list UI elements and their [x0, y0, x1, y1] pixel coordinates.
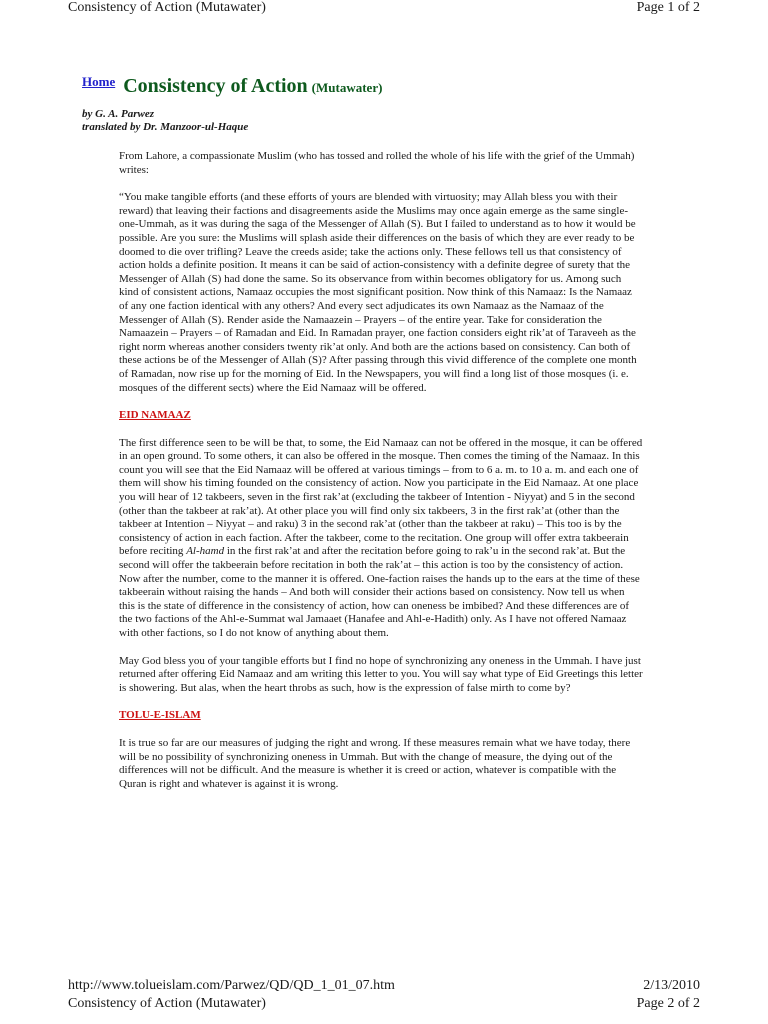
- page-subtitle: (Mutawater): [311, 80, 383, 95]
- letter-paragraph: “You make tangible efforts (and these efforts of yours are blended with virtuosity; may Allah bless you with their reward) that leaving their factions and disagreements aside the Muslims may once again emerge as the same single-one-Ummah, as it was during the saga of the Messenger of Allah (S). But I failed to understand as to how it would be possible. Are you sure: the Muslims will splash aside their differences on the basis of which they are ever ready to be doomed to die over trifling? Leave the creeds aside; take the actions only. These fellows tell us that consistency of action holds a definite position. It means it can be said of action-consistency with a definite degree of surety that the Messenger of Allah (S) had done the same. So its observance from within becomes obligatory for us. Among such kind of consistent actions, Namaaz occupies the most significant position. Now think of this Namaaz: Is the Namaaz of any one faction identical with any others? And every sect adjudicates its own Namaaz as the Namaaz of the Messenger of Allah (S). Render aside the Namaazein – Prayers – of the entire year. Take for consideration the Namaazein – Prayers – of Ramadan and Eid. In Ramadan prayer, one faction considers eight rik’at of Taraveeh as the right norm whereas another considers twenty rik’at only. And both are the actions based on consistency. Can both of these actions be of the Messenger of Allah (S)? After passing through this vivid difference of the complete one month of Ramadan, now rise up for the morning of Eid. In the Newspapers, you will find a long list of those mosques (i. e. mosques of the different sects) where the Eid Namaaz will be offered.: [119, 191, 637, 394]
- eid-paragraph: [119, 437, 643, 641]
- footer-page-number: Page 2 of 2: [636, 996, 700, 1011]
- title-row: [82, 74, 382, 98]
- eid-text-part1: The first difference seen to be will be that, to some, the Eid Namaaz can not be offered in the mosque, it can be offered in an open ground. To some others, it can also be offered in the mosque. Then comes the timing of the Namaaz. In this count you will see that the Eid Namaaz will be offered at various timings – from to 6 a. m. to 10 a. m. and each one of them will show his timing founded on the consistency of action. Now you participate in the Eid Namaaz. At one place you will hear of 12 takbeers, seven in the first rak’at (excluding the takbeer of Intention - Niyyat) and 5 in the second (other than the takbeer at rak’at). At other place you will find only six takbeers, 3 in the first rak’at (other than the takbeer at Intention – Niyyat – and raku) 3 in the second rak’at (other than the takbeer at raku) – This too is by the consistency of action in each faction. After the takbeer, come to the recitation. One group will offer extra takbeerain before reciting: [119, 436, 643, 558]
- intro-paragraph: From Lahore, a compassionate Muslim (who has tossed and rolled the whole of his life with the grief of the Ummah) writes:: [119, 150, 635, 176]
- eid-text-part2: in the first rak’at and after the recitation before going to rak’u in the second rak’at. But the second will offer the takbeerain before recitation in both the rak’at – this action is too by the consistency of action. Now after the number, come to the manner it is offered. One-faction raises the hands up to the ears at the time of these takbeerain without raising the hands – And both will consider their actions based on consistency. Now tell us when this is the state of difference in the consistency of action, how can oneness be imbibed? And these differences are of the two factions of the Ahl-e-Summat wal Jamaaet (Hanafee and Ahl-e-Hadith) only. As I have not offered Namaaz with other factions, so I do not know of anything about them.: [119, 545, 640, 639]
- article-body: [119, 150, 643, 805]
- footer-url: http://www.tolueislam.com/Parwez/QD/QD_1_01_07.htm: [68, 978, 395, 993]
- header-doc-title: Consistency of Action (Mutawater): [68, 0, 266, 15]
- section-heading-eid-namaaz[interactable]: EID NAMAAZ: [119, 409, 191, 422]
- eid-text-italic: Al-hamd: [186, 545, 225, 558]
- footer-doc-title: Consistency of Action (Mutawater): [68, 996, 266, 1011]
- page-title: Consistency of Action: [123, 75, 308, 97]
- translator-line: translated by Dr. Manzoor-ul-Haque: [82, 121, 249, 133]
- header-page-number: Page 1 of 2: [636, 0, 700, 15]
- section-heading-tolu-e-islam[interactable]: TOLU-E-ISLAM: [119, 709, 201, 722]
- response-paragraph: It is true so far are our measures of judging the right and wrong. If these measures remain what we have today, there will be no possibility of synchronizing oneness in Ummah. But with the change of measure, the dying out of the differences will not be difficult. And the measure is whether it is creed or action, whatever is compatible with the Quran is right and whatever is against it is wrong.: [119, 736, 631, 790]
- home-link[interactable]: Home: [82, 74, 116, 89]
- author-line: by G. A. Parwez: [82, 108, 155, 120]
- footer-date: 2/13/2010: [643, 978, 700, 993]
- byline: [82, 108, 248, 134]
- closing-paragraph: May God bless you of your tangible efforts but I find no hope of synchronizing any oneness in the Ummah. I have just returned after offering Eid Namaaz and am writing this letter to you. You will say what type of Eid Greetings this letter is showering. But alas, when the heart throbs as such, how is the expression of false mirth to come by?: [119, 654, 643, 694]
